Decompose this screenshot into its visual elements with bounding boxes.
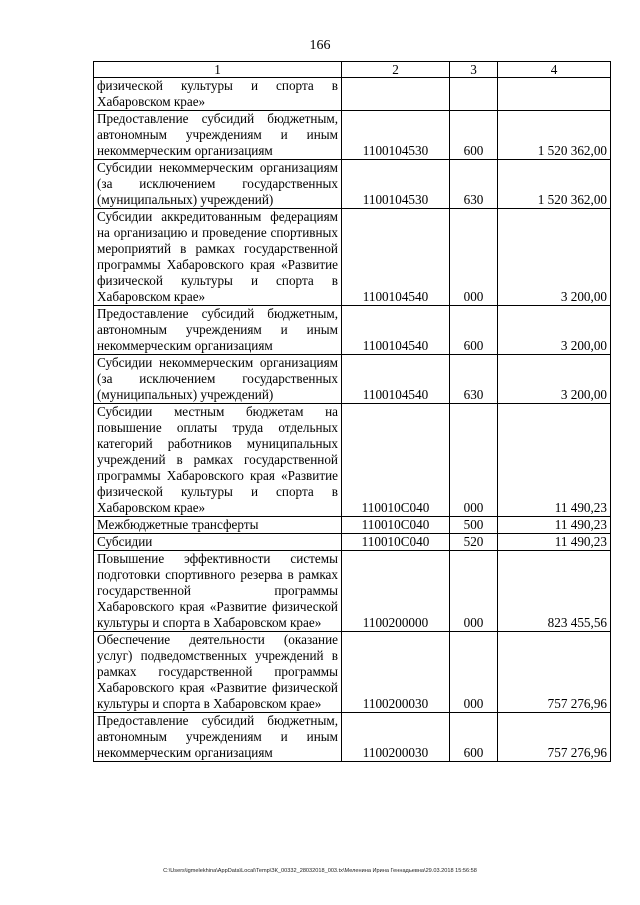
column-header-name: 1 [94, 62, 342, 78]
table-row [94, 160, 611, 209]
row-amount [498, 78, 611, 111]
row-code: 1100104540 [342, 209, 450, 306]
row-amount: 823 455,56 [498, 551, 611, 632]
row-amount: 3 200,00 [498, 355, 611, 404]
row-amount: 11 490,23 [498, 404, 611, 517]
row-type: 600 [450, 111, 498, 160]
row-code: 1100104530 [342, 160, 450, 209]
row-code: 1100200000 [342, 551, 450, 632]
row-name: Субсидии аккредитованным федерациям на организацию и проведение спортивных мероприятий в рамках государственной программы Хабаровского края «Развитие физической культуры и спорта в Хабаровском крае» [94, 209, 342, 306]
row-type: 000 [450, 209, 498, 306]
row-name: Субсидии некоммерческим организациям (за исключением государственных (муниципальных) учреждений) [94, 160, 342, 209]
row-code [342, 78, 450, 111]
row-amount: 1 520 362,00 [498, 160, 611, 209]
row-amount: 757 276,96 [498, 632, 611, 713]
row-type: 600 [450, 713, 498, 762]
row-code: 110010С040 [342, 517, 450, 534]
row-type: 000 [450, 632, 498, 713]
row-code: 1100200030 [342, 713, 450, 762]
row-code: 1100104540 [342, 306, 450, 355]
row-name: Предоставление субсидий бюджетным, автономным учреждениям и иным некоммерческим организациям [94, 111, 342, 160]
row-name: Предоставление субсидий бюджетным, автономным учреждениям и иным некоммерческим организациям [94, 713, 342, 762]
file-path-footer: C:\Users\igmelekhina\AppData\Local\Temp\ЗК_00332_28032018_003.tx\Меленина Ирина Геннадьевна\29.03.2018 15:56:58 [163, 868, 477, 874]
row-name: физической культуры и спорта в Хабаровском крае» [94, 78, 342, 111]
column-header-code: 2 [342, 62, 450, 78]
table-row [94, 551, 611, 632]
row-code: 1100104530 [342, 111, 450, 160]
row-name: Предоставление субсидий бюджетным, автономным учреждениям и иным некоммерческим организациям [94, 306, 342, 355]
row-name: Субсидии [94, 534, 342, 551]
row-name: Повышение эффективности системы подготовки спортивного резерва в рамках государственной программы Хабаровского края «Развитие физической культуры и спорта в Хабаровском крае» [94, 551, 342, 632]
row-amount: 757 276,96 [498, 713, 611, 762]
row-type: 630 [450, 355, 498, 404]
row-type: 500 [450, 517, 498, 534]
budget-table [93, 61, 611, 762]
row-amount: 11 490,23 [498, 534, 611, 551]
row-code: 110010С040 [342, 404, 450, 517]
table-row [94, 534, 611, 551]
row-name: Межбюджетные трансферты [94, 517, 342, 534]
row-amount: 11 490,23 [498, 517, 611, 534]
column-header-amount: 4 [498, 62, 611, 78]
table-row [94, 111, 611, 160]
table-row [94, 78, 611, 111]
table-row [94, 306, 611, 355]
table-row [94, 632, 611, 713]
table-row [94, 517, 611, 534]
row-amount: 1 520 362,00 [498, 111, 611, 160]
row-code: 1100104540 [342, 355, 450, 404]
row-type: 000 [450, 551, 498, 632]
row-amount: 3 200,00 [498, 209, 611, 306]
column-header-type: 3 [450, 62, 498, 78]
row-type: 520 [450, 534, 498, 551]
row-name: Субсидии некоммерческим организациям (за исключением государственных (муниципальных) учреждений) [94, 355, 342, 404]
row-type: 630 [450, 160, 498, 209]
page-number: 166 [309, 38, 331, 53]
row-type [450, 78, 498, 111]
row-type: 600 [450, 306, 498, 355]
table-row [94, 209, 611, 306]
row-code: 1100200030 [342, 632, 450, 713]
table-row [94, 355, 611, 404]
row-amount: 3 200,00 [498, 306, 611, 355]
table-row [94, 404, 611, 517]
table-header-row [94, 62, 611, 78]
table-row [94, 713, 611, 762]
row-code: 110010С040 [342, 534, 450, 551]
row-type: 000 [450, 404, 498, 517]
row-name: Обеспечение деятельности (оказание услуг) подведомственных учреждений в рамках государственной программы Хабаровского края «Развитие физической культуры и спорта в Хабаровском крае» [94, 632, 342, 713]
row-name: Субсидии местным бюджетам на повышение оплаты труда отдельных категорий работников муниципальных учреждений в рамках государственной программы Хабаровского края «Развитие физической культуры и спорта в Хабаровском крае» [94, 404, 342, 517]
